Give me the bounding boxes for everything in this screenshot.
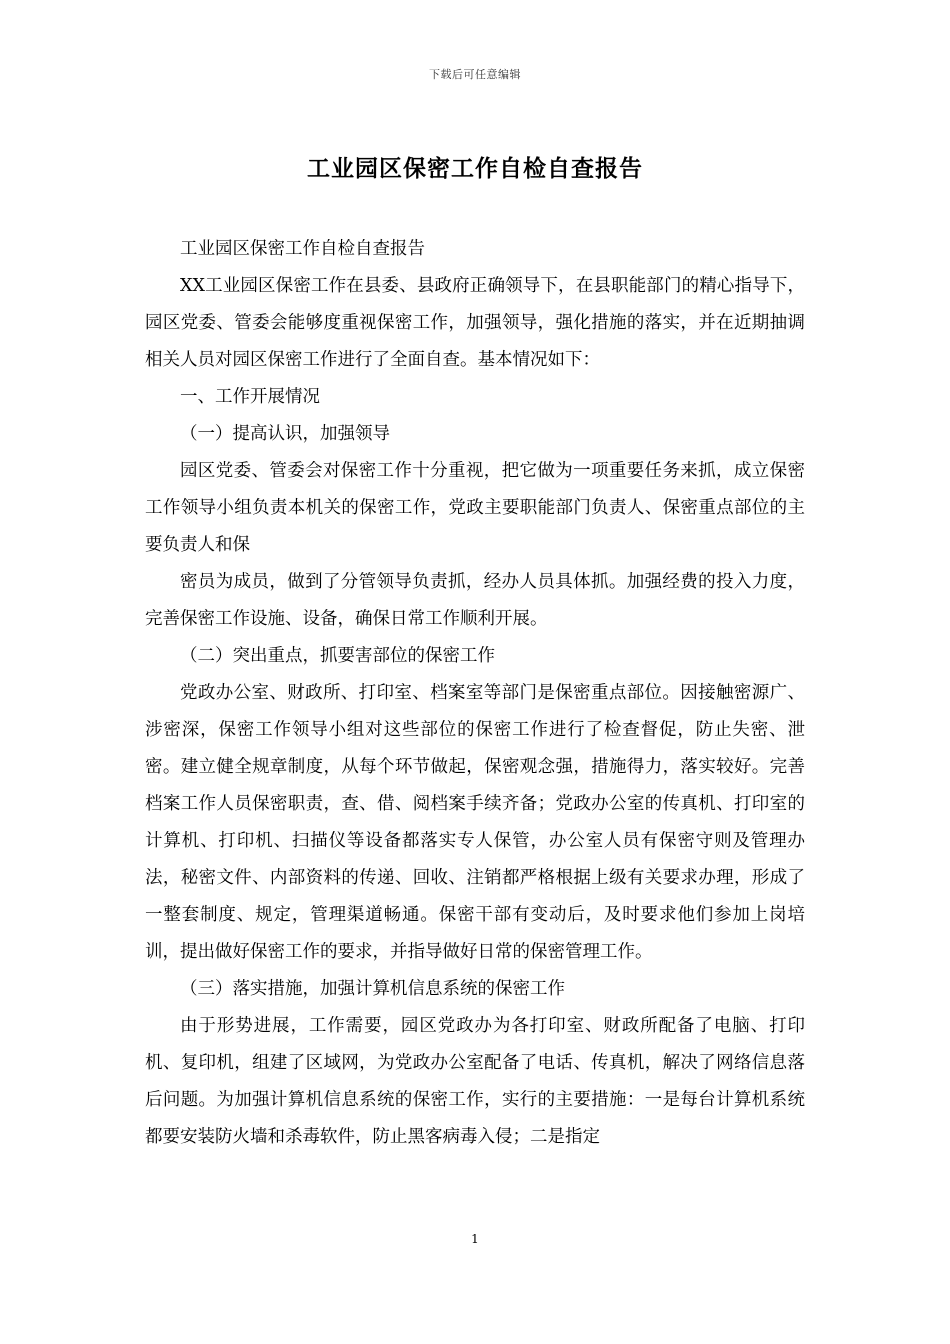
header-note: 下载后可任意编辑	[429, 68, 521, 81]
paragraph: 密员为成员，做到了分管领导负责抓，经办人员具体抓。加强经费的投入力度，完善保密工作设施、设备，确保日常工作顺利开展。	[145, 572, 805, 629]
subsection-heading: （一）提高认识，加强领导	[180, 424, 390, 444]
section-heading: 一、工作开展情况	[180, 387, 320, 407]
paragraph: 由于形势进展，工作需要，园区党政办为各打印室、财政所配备了电脑、打印机、复印机，组建了区域网，为党政办公室配备了电话、传真机，解决了网络信息落后问题。为加强计算机信息系统的保密工作，实行的主要措施：一是每台计算机系统都要安装防火墙和杀毒软件，防止黑客病毒入侵；二是指定	[145, 1016, 805, 1147]
paragraph: 党政办公室、财政所、打印室、档案室等部门是保密重点部位。因接触密源广、涉密深，保密工作领导小组对这些部位的保密工作进行了检查督促，防止失密、泄密。建立健全规章制度，从每个环节做起，保密观念强，措施得力，落实较好。完善档案工作人员保密职责，查、借、阅档案手续齐备；党政办公室的传真机、打印室的计算机、打印机、扫描仪等设备都落实专人保管，办公室人员有保密守则及管理办法，秘密文件、内部资料的传递、回收、注销都严格根据上级有关要求办理，形成了一整套制度、规定，管理渠道畅通。保密干部有变动后，及时要求他们参加上岗培训，提出做好保密工作的要求，并指导做好日常的保密管理工作。	[145, 683, 805, 962]
paragraph: 工业园区保密工作自检自查报告	[180, 239, 425, 259]
document-title: 工业园区保密工作自检自查报告	[307, 155, 643, 182]
subsection-heading: （二）突出重点，抓要害部位的保密工作	[180, 646, 495, 666]
subsection-heading: （三）落实措施，加强计算机信息系统的保密工作	[180, 979, 565, 999]
paragraph: 园区党委、管委会对保密工作十分重视，把它做为一项重要任务来抓，成立保密工作领导小组负责本机关的保密工作，党政主要职能部门负责人、保密重点部位的主要负责人和保	[145, 461, 805, 555]
document-body	[145, 231, 805, 1156]
paragraph: XX工业园区保密工作在县委、县政府正确领导下，在县职能部门的精心指导下，园区党委、管委会能够度重视保密工作，加强领导，强化措施的落实，并在近期抽调相关人员对园区保密工作进行了全面自查。基本情况如下：	[145, 276, 805, 370]
page-number: 1	[471, 1232, 479, 1246]
